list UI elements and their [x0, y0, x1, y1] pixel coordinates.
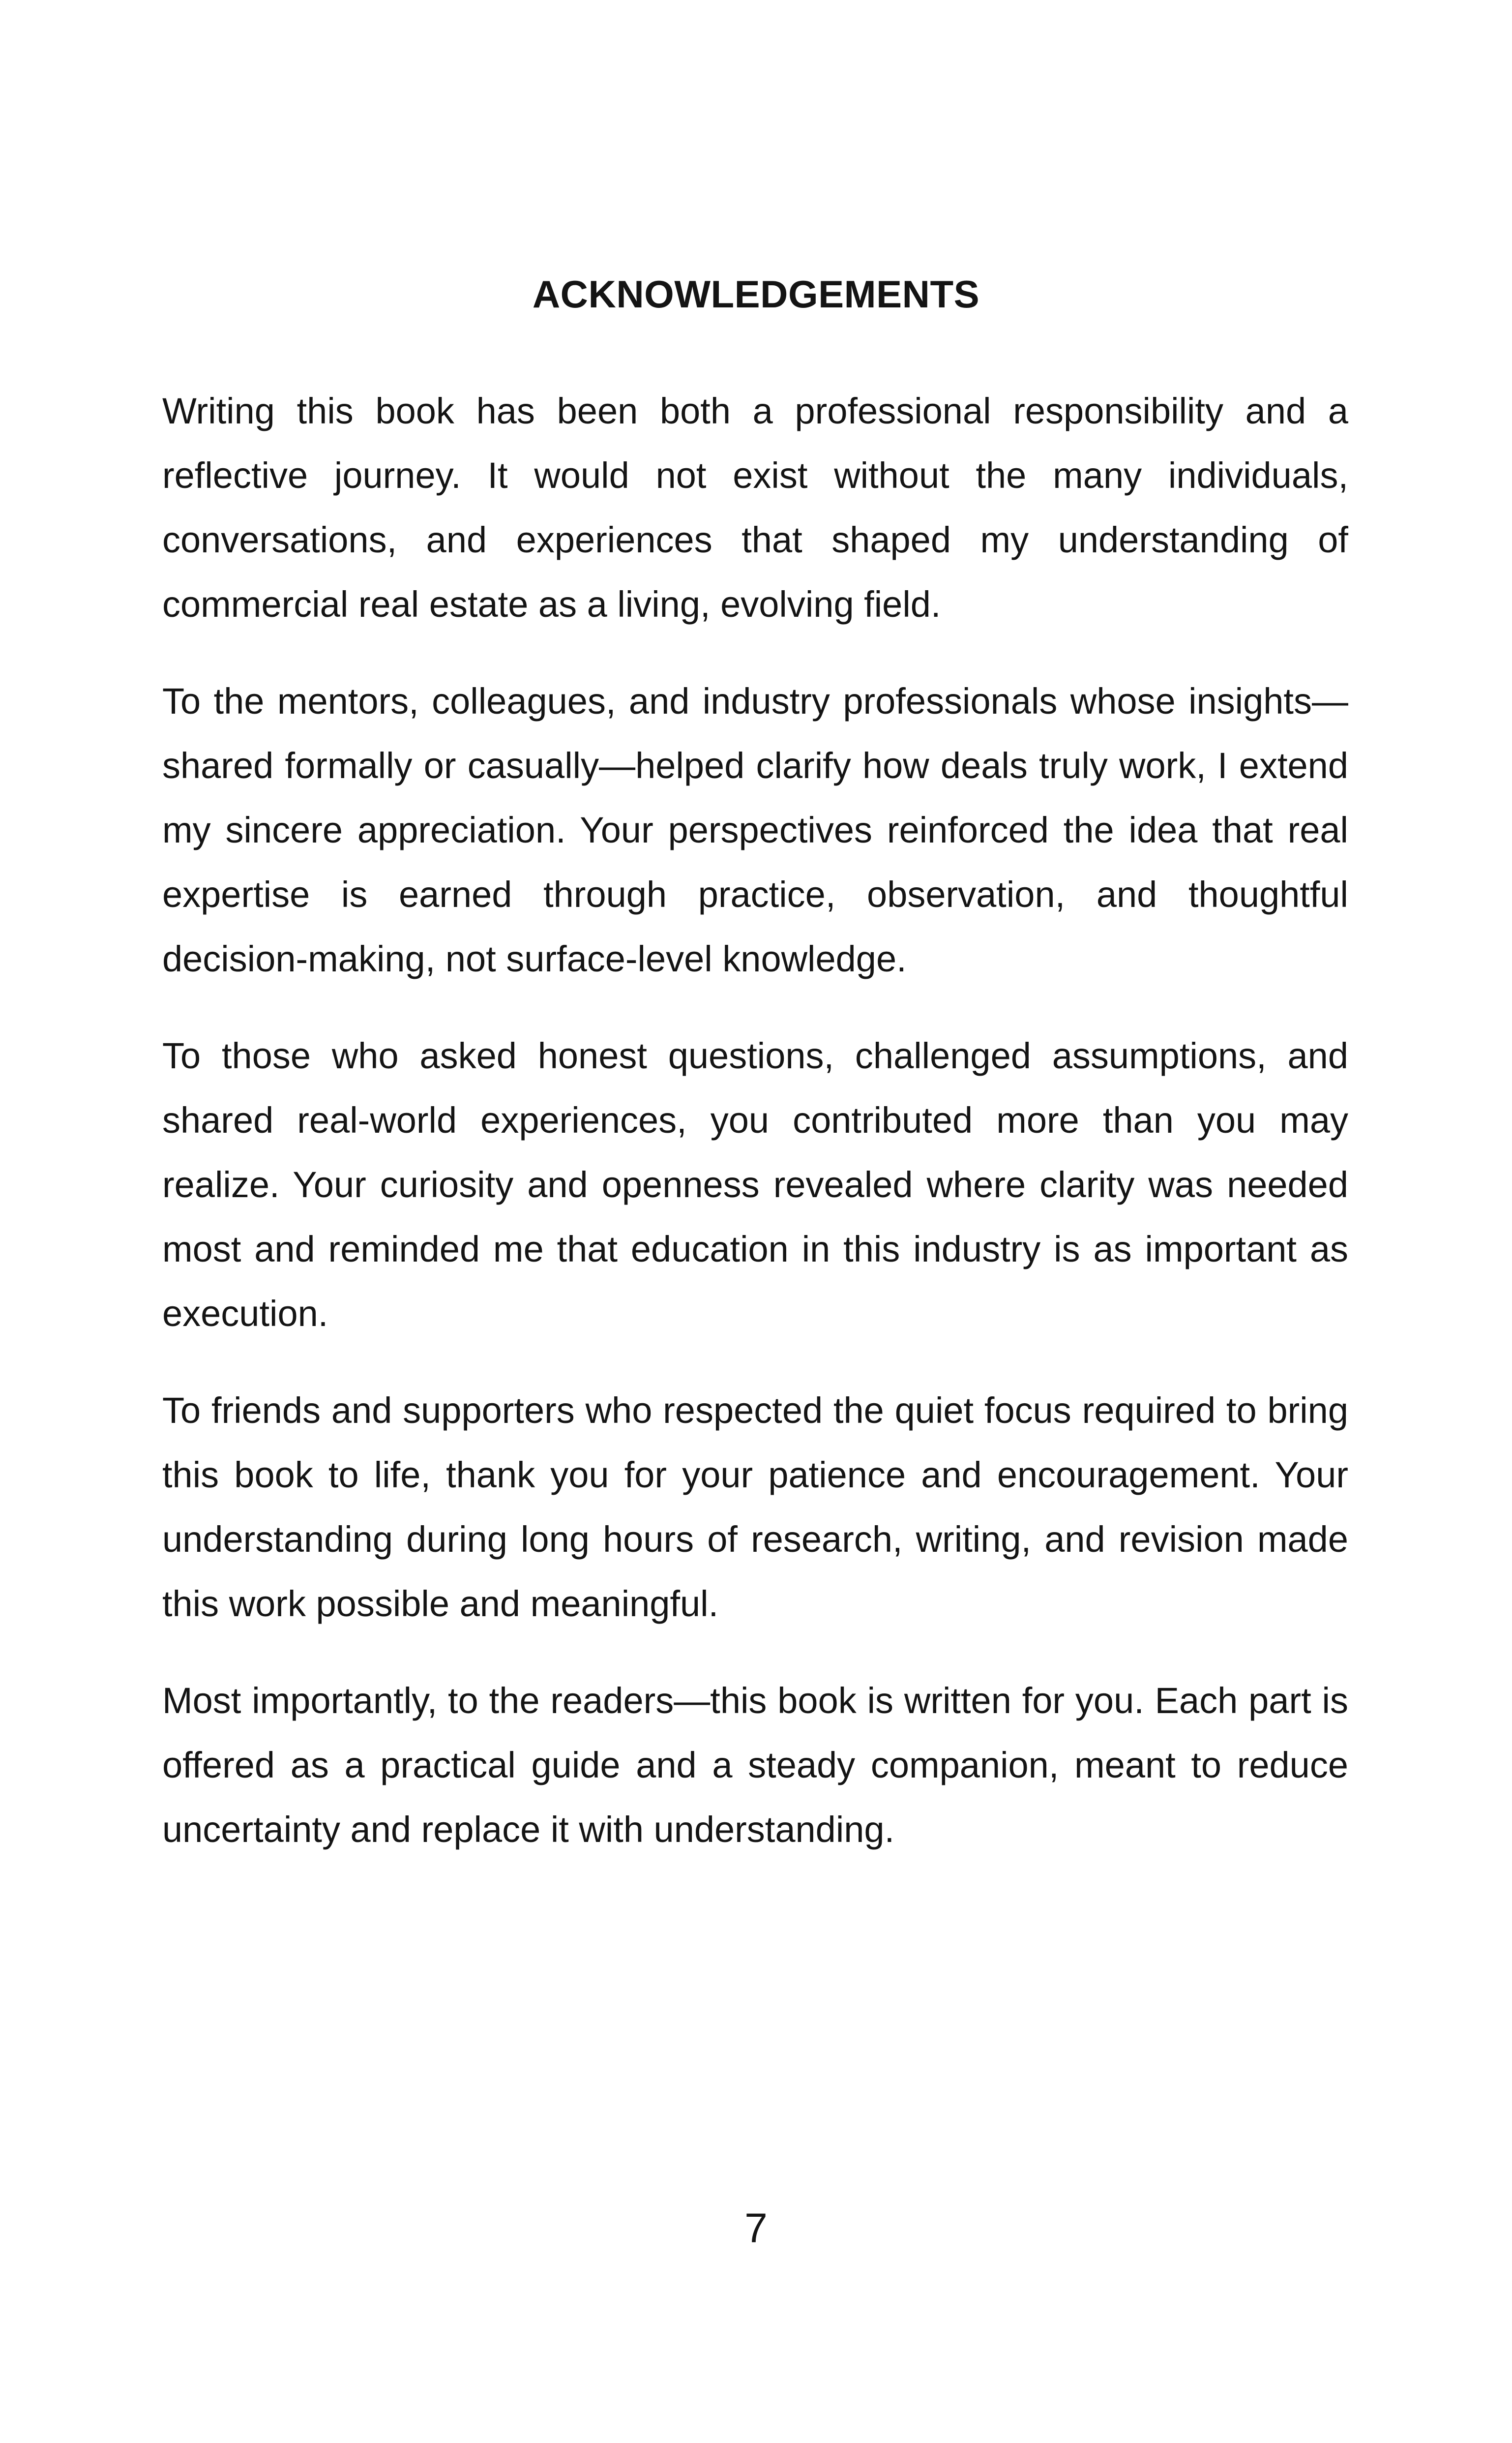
- page-title: ACKNOWLEDGEMENTS: [532, 272, 980, 316]
- paragraph-3: To those who asked honest questions, challenged assumptions, and shared real-world experiences, you contributed more than you may realize. Your curiosity and openness revealed where clarity was needed most and reminded me that education in this industry is as important as execution.: [162, 1035, 1348, 1334]
- page-number: 7: [744, 2205, 768, 2251]
- paragraph-4: To friends and supporters who respected the quiet focus required to bring this book to life, thank you for your patience and encouragement. Your understanding during long hours of research, writing, and revision made this work possible and meaningful.: [162, 1390, 1348, 1624]
- paragraph-5: Most importantly, to the readers—this book is written for you. Each part is offered as a practical guide and a steady companion, meant to reduce uncertainty and replace it with understanding.: [162, 1680, 1348, 1850]
- paragraph-1: Writing this book has been both a professional responsibility and a reflective journey. It would not exist without the many individuals, conversations, and experiences that shaped my understanding of commercial real estate as a living, evolving field.: [162, 391, 1348, 625]
- paragraph-2: To the mentors, colleagues, and industry professionals whose insights—shared formally or casually—helped clarify how deals truly work, I extend my sincere appreciation. Your perspectives reinforced the idea that real expertise is earned through practice, observation, and thoughtful decision-making, not surface-level knowledge.: [162, 681, 1348, 979]
- acknowledgements-body: [162, 379, 1348, 1894]
